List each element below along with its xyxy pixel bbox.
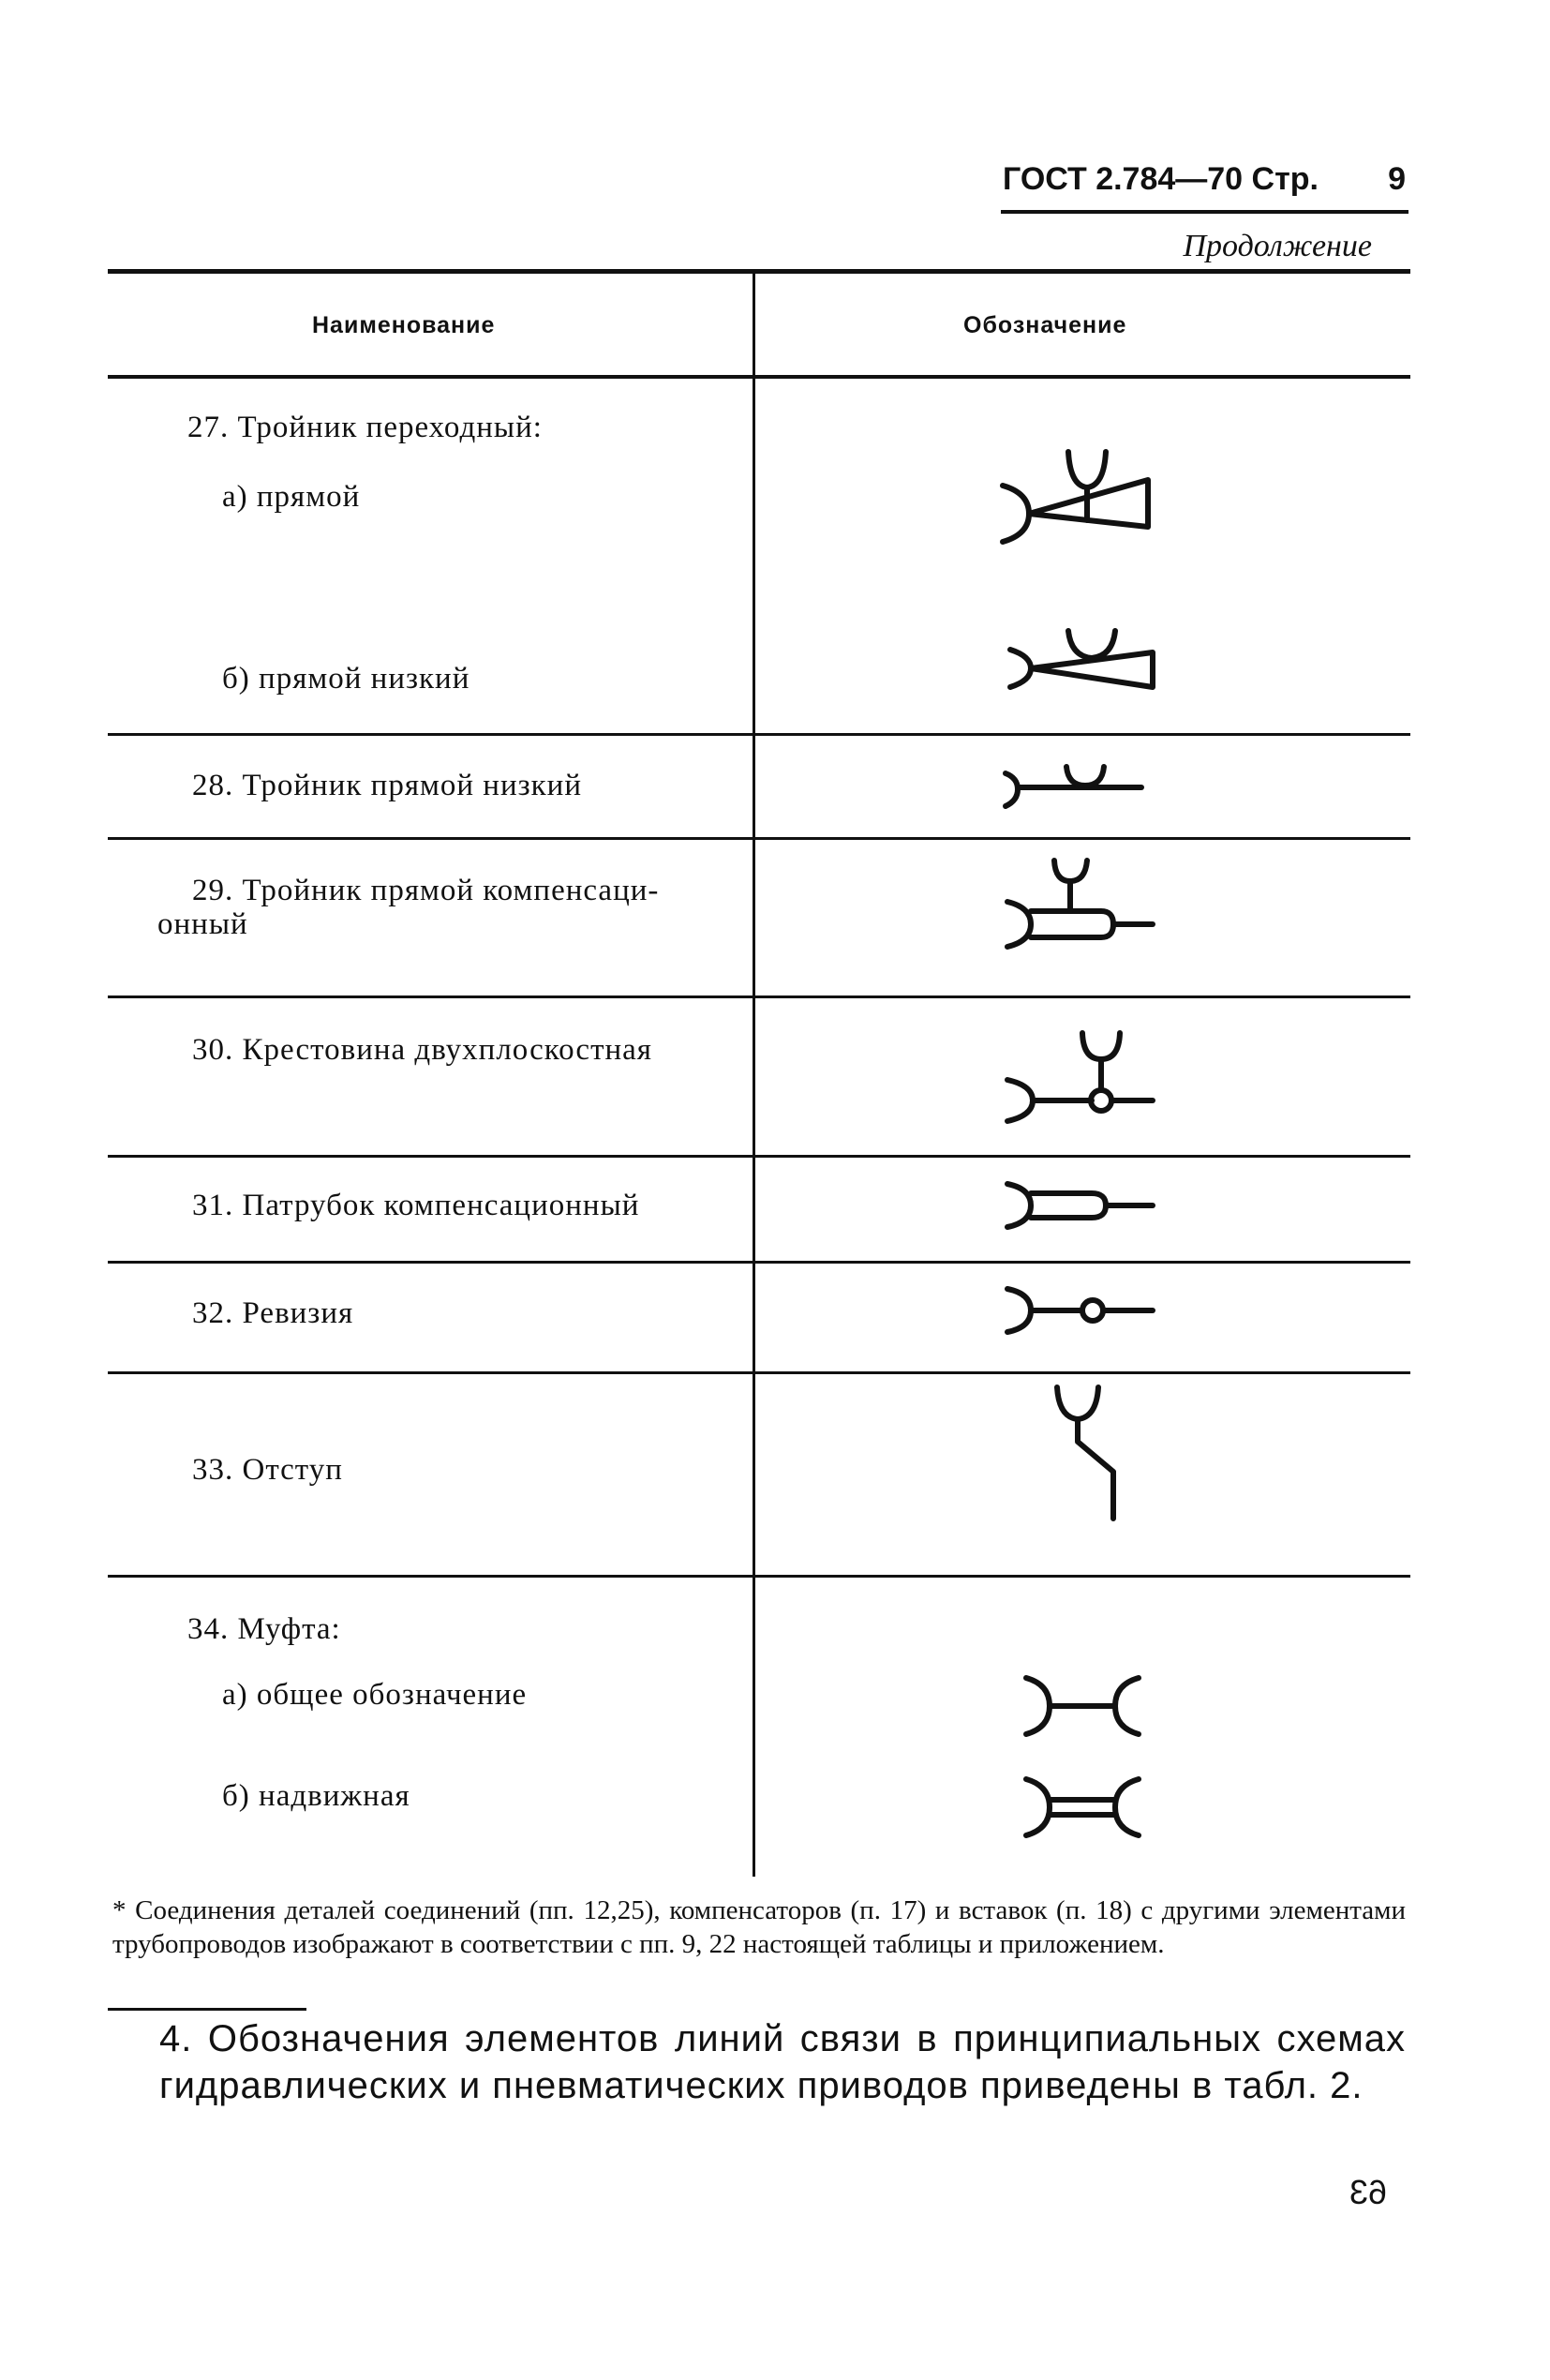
compensating-pipe-branch-symbol bbox=[1003, 1179, 1162, 1235]
header-page-number: 9 bbox=[1388, 161, 1406, 197]
row-27a-label: а) прямой bbox=[222, 480, 361, 514]
header-rule bbox=[1001, 210, 1408, 214]
table-top-rule bbox=[108, 269, 1410, 274]
row-31-title: 31. Патрубок компенсационный bbox=[192, 1189, 640, 1222]
row-divider bbox=[108, 733, 1410, 736]
row-34b-label: б) надвижная bbox=[222, 1779, 410, 1813]
reducing-tee-low-symbol bbox=[1007, 626, 1176, 701]
column-header-name: Наименование bbox=[312, 312, 496, 338]
row-34-title: 34. Муфта: bbox=[187, 1612, 341, 1646]
coupling-general-symbol bbox=[1021, 1673, 1153, 1739]
double-plane-cross-symbol bbox=[1003, 1022, 1162, 1134]
footnote-rule bbox=[108, 2008, 306, 2011]
straight-tee-low-symbol bbox=[1001, 759, 1151, 816]
coupling-sliding-symbol bbox=[1021, 1774, 1153, 1840]
row-divider bbox=[108, 1261, 1410, 1264]
row-33-title: 33. Отступ bbox=[192, 1453, 343, 1487]
page-header bbox=[1003, 161, 1406, 198]
row-27-title: 27. Тройник переходный: bbox=[187, 411, 543, 444]
row-divider bbox=[108, 1155, 1410, 1158]
offset-symbol bbox=[1040, 1378, 1143, 1528]
document-code: ГОСТ 2.784—70 Стр. bbox=[1003, 161, 1319, 197]
row-divider bbox=[108, 1371, 1410, 1374]
inspection-fitting-symbol bbox=[1003, 1284, 1162, 1340]
page-number-text: 63 bbox=[1349, 2173, 1388, 2211]
row-34a-label: а) общее обозначение bbox=[222, 1678, 528, 1712]
column-header-symbol: Обозначение bbox=[963, 312, 1127, 338]
row-32-title: 32. Ревизия bbox=[192, 1296, 354, 1330]
row-divider bbox=[108, 1575, 1410, 1578]
row-27b-label: б) прямой низкий bbox=[222, 662, 470, 696]
body-paragraph: 4. Обозначения элементов линий связи в принципиальных схемах гидравлических и пневматических приводов приведены в табл. 2. bbox=[159, 2018, 1406, 2106]
row-29-title-line2: онный bbox=[157, 907, 248, 941]
column-divider bbox=[753, 274, 755, 1877]
row-30-title: 30. Крестовина двухплоскостная bbox=[192, 1033, 652, 1067]
page-number bbox=[1349, 2173, 1387, 2212]
row-29-title-line1: 29. Тройник прямой компенсаци- bbox=[192, 874, 660, 907]
compensating-tee-symbol bbox=[1003, 853, 1162, 956]
reducing-tee-straight-symbol bbox=[993, 441, 1162, 544]
row-divider bbox=[108, 995, 1410, 998]
row-28-title: 28. Тройник прямой низкий bbox=[192, 769, 583, 802]
row-divider bbox=[108, 837, 1410, 840]
header-bottom-rule bbox=[108, 375, 1410, 379]
continuation-label: Продолжение bbox=[1183, 229, 1372, 263]
table-footnote: * Соединения деталей соединений (пп. 12,25), компенсаторов (п. 17) и вставок (п. 18) с другими элементами трубопроводов изображают в соответствии с пп. 9, 22 настоящей таблицы и приложением. bbox=[112, 1895, 1406, 1959]
